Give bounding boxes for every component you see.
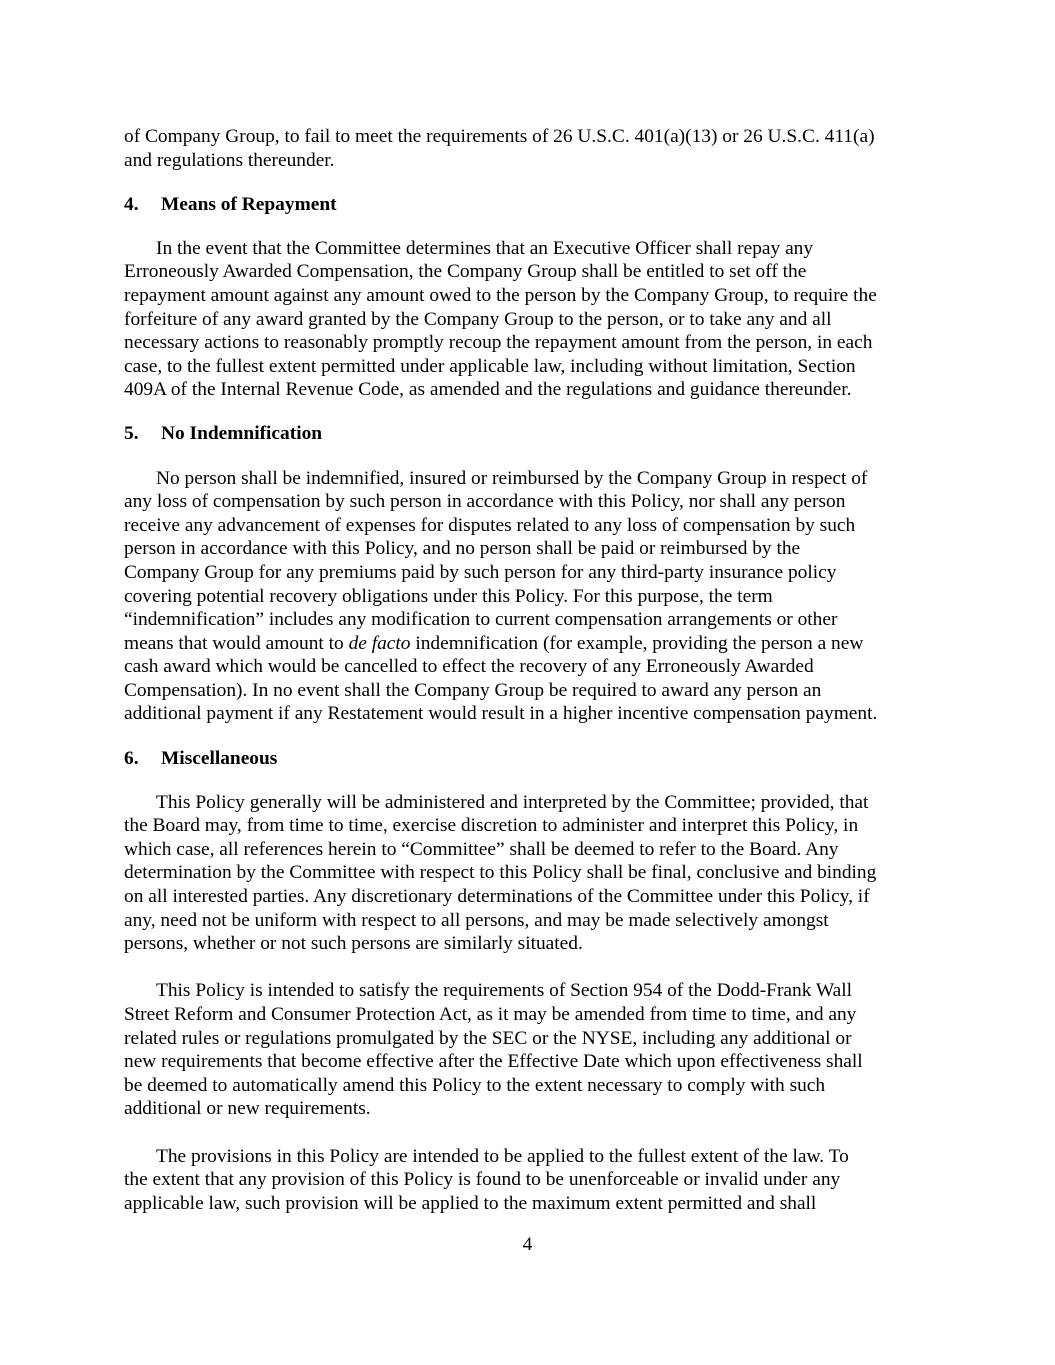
paragraph-line: necessary actions to reasonably promptly recoup the repayment amount from the person, in each [124,332,873,354]
paragraph-line: cash award which would be cancelled to effect the recovery of any Erroneously Awarded [124,656,814,678]
paragraph-line: additional payment if any Restatement would result in a higher incentive compensation payment. [124,703,878,725]
paragraph-line: new requirements that become effective after the Effective Date which upon effectiveness shall [124,1051,863,1073]
paragraph-line: No person shall be indemnified, insured or reimbursed by the Company Group in respect of [156,467,868,489]
page-number: 4 [522,1234,533,1255]
italic-term: de facto [348,632,411,654]
section-number: 6. [124,747,139,769]
paragraph-line: 409A of the Internal Revenue Code, as amended and the regulations and guidance thereunder. [124,379,852,401]
paragraph-line: persons, whether or not such persons are similarly situated. [124,933,583,955]
paragraph-line: Erroneously Awarded Compensation, the Company Group shall be entitled to set off the [124,261,807,283]
opening-paragraph [124,125,936,172]
section-heading-means-of-repayment [124,193,936,217]
paragraph-line: the Board may, from time to time, exercise discretion to administer and interpret this Policy, in [124,815,859,837]
section-paragraph [124,1145,936,1216]
paragraph-line [124,632,936,656]
paragraph-line: person in accordance with this Policy, and no person shall be paid or reimbursed by the [124,538,801,560]
section-title: Miscellaneous [161,747,278,769]
section-number: 5. [124,423,139,445]
paragraph-line: case, to the fullest extent permitted under applicable law, including without limitation, Section [124,355,856,377]
section-heading-miscellaneous [124,747,936,771]
paragraph-line: additional or new requirements. [124,1098,371,1120]
paragraph-line: which case, all references herein to “Committee” shall be deemed to refer to the Board. Any [124,838,839,860]
section-paragraph [124,979,936,1121]
paragraph-line: Compensation). In no event shall the Company Group be required to award any person an [124,679,822,701]
paragraph-line: This Policy generally will be administered and interpreted by the Committee; provided, that [156,791,869,813]
paragraph-line: of Company Group, to fail to meet the requirements of 26 U.S.C. 401(a)(13) or 26 U.S.C. 411(a) [124,126,875,147]
section-title: Means of Repayment [161,193,337,215]
document-page [124,125,936,1215]
paragraph-line: be deemed to automatically amend this Policy to the extent necessary to comply with such [124,1074,826,1096]
paragraph-line: In the event that the Committee determines that an Executive Officer shall repay any [156,237,814,259]
line-text: indemnification (for example, providing the person a new [410,632,864,654]
paragraph-line: on all interested parties. Any discretionary determinations of the Committee under this Policy, if [124,886,870,908]
section-number: 4. [124,193,139,215]
paragraph-line: Street Reform and Consumer Protection Act, as it may be amended from time to time, and any [124,1004,857,1025]
paragraph-line: This Policy is intended to satisfy the requirements of Section 954 of the Dodd-Frank Wall [156,980,853,1002]
paragraph-line: any loss of compensation by such person in accordance with this Policy, nor shall any person [124,491,846,513]
section-title: No Indemnification [161,423,323,445]
paragraph-line: any, need not be uniform with respect to all persons, and may be made selectively amongst [124,909,829,931]
paragraph-line: receive any advancement of expenses for disputes related to any loss of compensation by such [124,514,856,536]
paragraph-line: “indemnification” includes any modification to current compensation arrangements or other [124,609,838,631]
paragraph-line: determination by the Committee with respect to this Policy shall be final, conclusive and binding [124,862,877,884]
section-paragraph [124,791,936,956]
paragraph-line: Company Group for any premiums paid by such person for any third-party insurance policy [124,561,837,583]
paragraph-line: and regulations thereunder. [124,149,335,171]
paragraph-line: related rules or regulations promulgated by the SEC or the NYSE, including any additional or [124,1027,852,1049]
section-paragraph [124,467,936,727]
paragraph-line: The provisions in this Policy are intended to be applied to the fullest extent of the law. To [156,1145,849,1167]
line-text: means that would amount to [124,632,349,654]
paragraph-line: the extent that any provision of this Policy is found to be unenforceable or invalid under any [124,1169,841,1191]
paragraph-line: repayment amount against any amount owed to the person by the Company Group, to require the [124,284,877,306]
section-heading-no-indemnification [124,422,936,446]
paragraph-line: forfeiture of any award granted by the Company Group to the person, or to take any and all [124,308,832,330]
section-paragraph [124,237,936,402]
paragraph-line: applicable law, such provision will be applied to the maximum extent permitted and shall [124,1192,817,1214]
paragraph-line: covering potential recovery obligations under this Policy. For this purpose, the term [124,585,773,607]
